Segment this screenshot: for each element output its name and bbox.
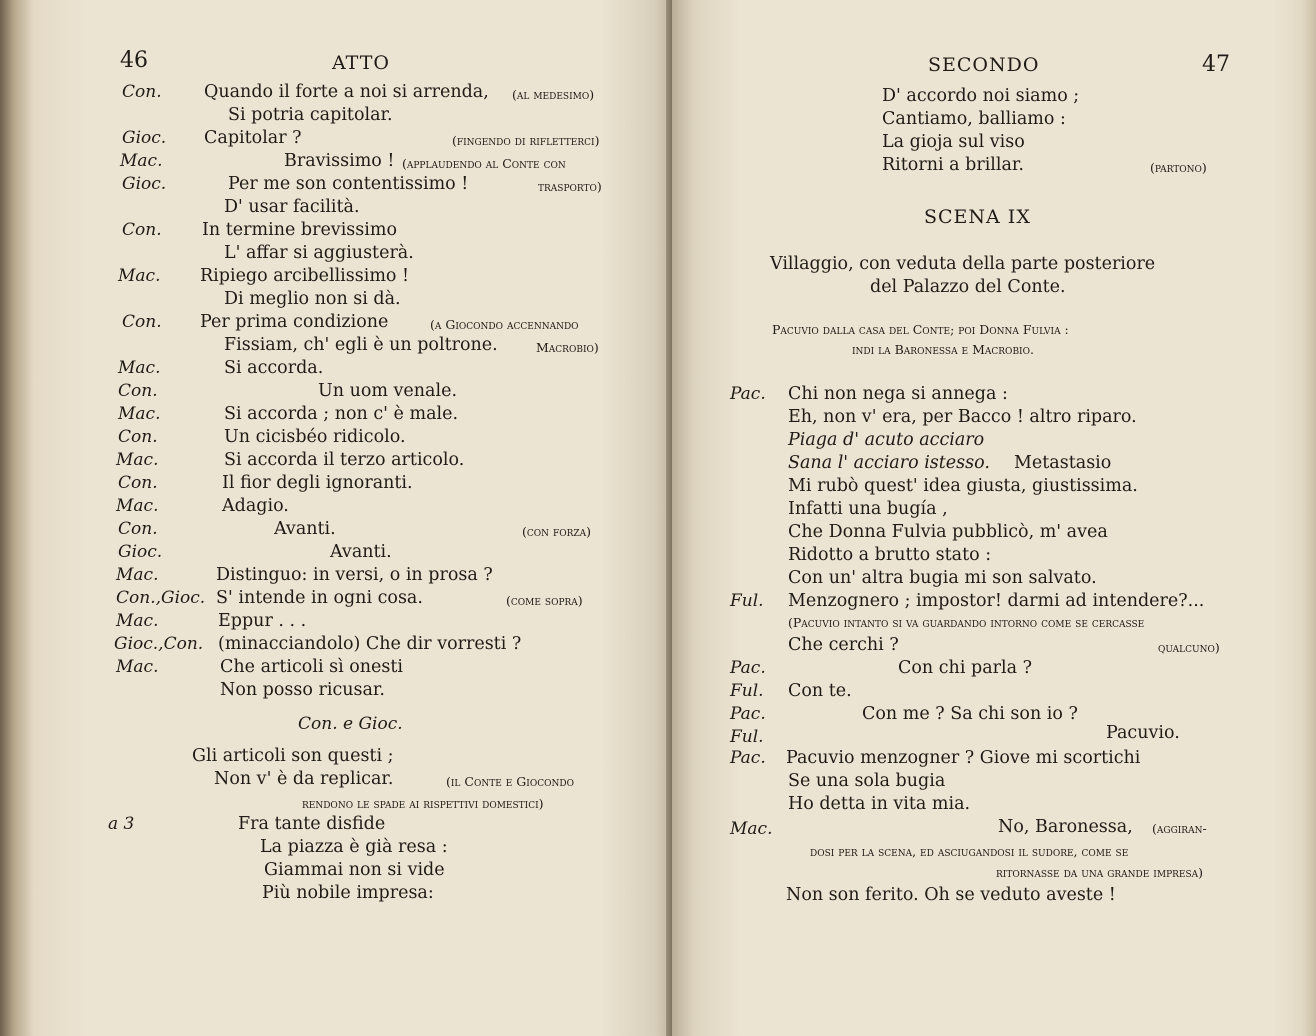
speaker-label: Pac. (730, 704, 766, 724)
dialogue-line: (minacciandolo) Che dir vorresti ? (218, 634, 522, 654)
stage-note: rendono le spade ai rispettivi domestici) (302, 796, 544, 811)
dialogue-line: Se una sola bugia (788, 771, 946, 791)
dialogue-line: Non v' è da replicar. (214, 769, 394, 789)
dialogue-line: Infatti una bugía , (788, 499, 948, 519)
dialogue-line: D' usar facilità. (224, 197, 360, 217)
dialogue-line: Si potria capitolar. (228, 105, 393, 125)
dialogue-line: Menzognero ; impostor! darmi ad intendere?... (788, 591, 1205, 611)
dialogue-line: Pacuvio menzogner ? Giove mi scortichi (786, 748, 1141, 768)
speaker-label: Con. (118, 473, 158, 493)
speaker-label: Con. (122, 312, 162, 332)
stage-note: (fingendo di rifletterci) (452, 133, 600, 148)
dialogue-line: Il fior degli ignoranti. (222, 473, 413, 493)
stage-note: (al medesimo) (512, 87, 595, 102)
dialogue-line: In termine brevissimo (202, 220, 397, 240)
stage-note: (Pacuvio intanto si va guardando intorno come se cercasse (788, 615, 1145, 630)
dialogue-line: La gioja sul viso (882, 132, 1025, 152)
dialogue-line: Si accorda il terzo articolo. (224, 450, 465, 470)
page-number: 47 (1202, 52, 1230, 77)
speaker-label: Mac. (116, 496, 159, 516)
dialogue-line: Con un' altra bugia mi son salvato. (788, 568, 1097, 588)
stage-note: (il Conte e Giocondo (446, 774, 574, 789)
dialogue-line: Chi non nega si annega : (788, 384, 1008, 404)
speaker-label: Mac. (118, 266, 161, 286)
speaker-label: Gioc. (122, 128, 167, 148)
dialogue-line: Si accorda ; non c' è male. (224, 404, 459, 424)
citation-note: Metastasio (1014, 453, 1112, 473)
dialogue-line: Eh, non v' era, per Bacco ! altro riparo. (788, 407, 1137, 427)
scene-setting: Villaggio, con veduta della parte posteriore (770, 254, 1156, 274)
dialogue-line: Più nobile impresa: (262, 883, 434, 903)
dialogue-line: Per me son contentissimo ! (228, 174, 469, 194)
dialogue-line: S' intende in ogni cosa. (216, 588, 423, 608)
dialogue-line: Pacuvio. (1106, 723, 1180, 743)
dialogue-line: Adagio. (222, 496, 289, 516)
dialogue-line: Avanti. (330, 542, 392, 562)
speaker-label: Mac. (118, 358, 161, 378)
dialogue-line: L' affar si aggiusterà. (224, 243, 414, 263)
stage-note: trasporto) (538, 179, 602, 194)
stage-note: ritornasse da una grande impresa) (996, 865, 1204, 880)
stage-note: (aggiran- (1152, 821, 1207, 836)
speaker-label: Con. (118, 427, 158, 447)
dialogue-line: No, Baronessa, (998, 817, 1133, 837)
dialogue-line: Quando il forte a noi si arrenda, (204, 82, 489, 102)
speaker-label: Mac. (120, 151, 163, 171)
scene-title: SCENA IX (924, 206, 1031, 228)
stage-note: dosi per la scena, ed asciugandosi il sudore, come se (810, 844, 1129, 859)
dialogue-line: Con chi parla ? (898, 658, 1032, 678)
dialogue-line: Non son ferito. Oh se veduto aveste ! (786, 885, 1116, 905)
dialogue-line: Non posso ricusar. (220, 680, 385, 700)
dialogue-line: Sana l' acciaro istesso. (788, 453, 990, 473)
page-number: 46 (120, 48, 148, 73)
dialogue-line: Piaga d' acuto acciaro (788, 430, 985, 450)
dialogue-line: Eppur . . . (218, 611, 307, 631)
speaker-label: Mac. (116, 657, 159, 677)
dialogue-line: Di meglio non si dà. (224, 289, 401, 309)
stage-note: (applaudendo al Conte con (402, 156, 566, 171)
stage-note: Macrobio) (536, 340, 599, 355)
stage-note: (partono) (1150, 160, 1207, 175)
speaker-label: Ful. (730, 681, 764, 701)
speaker-label: a 3 (108, 814, 135, 834)
scene-setting: del Palazzo del Conte. (870, 277, 1066, 297)
dialogue-line: D' accordo noi siamo ; (882, 86, 1080, 106)
stage-note: qualcuno) (1158, 640, 1220, 655)
dialogue-line: Distinguo: in versi, o in prosa ? (216, 565, 493, 585)
speaker-label: Pac. (730, 748, 766, 768)
stage-note: (con forza) (522, 524, 592, 539)
dialogue-line: Ritorni a brillar. (882, 155, 1024, 175)
dialogue-line: Giammai non si vide (264, 860, 445, 880)
speaker-label: Con. (122, 220, 162, 240)
dialogue-line: Gli articoli son questi ; (192, 746, 394, 766)
dialogue-line: Per prima condizione (200, 312, 389, 332)
right-page (672, 0, 1316, 1036)
dialogue-line: La piazza è già resa : (260, 837, 448, 857)
dialogue-line: Si accorda. (224, 358, 324, 378)
dialogue-line: Un cicisbéo ridicolo. (224, 427, 406, 447)
stage-direction: Pacuvio dalla casa del Conte; poi Donna Fulvia : (772, 322, 1069, 337)
speaker-label: Pac. (730, 384, 766, 404)
stage-note: (a Giocondo accennando (430, 317, 579, 332)
stage-note: (come sopra) (506, 593, 583, 608)
running-header: SECONDO (928, 54, 1040, 76)
speaker-label: Gioc. (122, 174, 167, 194)
speaker-label: Gioc. (118, 542, 163, 562)
speaker-label: Con. (118, 519, 158, 539)
speaker-label: Con. (122, 82, 162, 102)
dialogue-line: Con te. (788, 681, 852, 701)
dialogue-line: Bravissimo ! (284, 151, 395, 171)
dialogue-line: Capitolar ? (204, 128, 302, 148)
speaker-label: Mac. (116, 565, 159, 585)
stage-direction: indi la Baronessa e Macrobio. (852, 342, 1034, 357)
dialogue-line: Che cerchi ? (788, 635, 899, 655)
speaker-label: Mac. (116, 611, 159, 631)
speaker-label: Con. (118, 381, 158, 401)
dialogue-line: Avanti. (274, 519, 336, 539)
speaker-label: Mac. (116, 450, 159, 470)
dialogue-line: Ridotto a brutto stato : (788, 545, 992, 565)
dialogue-line: Mi rubò quest' idea giusta, giustissima. (788, 476, 1138, 496)
speaker-label: Gioc.,Con. (114, 634, 204, 654)
dialogue-line: Fissiam, ch' egli è un poltrone. (224, 335, 498, 355)
speaker-label: Mac. (730, 819, 773, 839)
dialogue-line: Ho detta in vita mia. (788, 794, 971, 814)
dialogue-line: Ripiego arcibellissimo ! (200, 266, 410, 286)
speaker-label: Ful. (730, 591, 764, 611)
dialogue-line: Che articoli sì onesti (220, 657, 404, 677)
dialogue-line: Che Donna Fulvia pubblicò, m' avea (788, 522, 1108, 542)
section-subhead: Con. e Gioc. (298, 714, 403, 734)
running-header: ATTO (332, 52, 390, 74)
dialogue-line: Fra tante disfide (238, 814, 386, 834)
speaker-label: Ful. (730, 727, 764, 747)
dialogue-line: Cantiamo, balliamo : (882, 109, 1066, 129)
dialogue-line: Un uom venale. (318, 381, 458, 401)
speaker-label: Con.,Gioc. (116, 588, 206, 608)
speaker-label: Pac. (730, 658, 766, 678)
dialogue-line: Con me ? Sa chi son io ? (862, 704, 1078, 724)
speaker-label: Mac. (118, 404, 161, 424)
